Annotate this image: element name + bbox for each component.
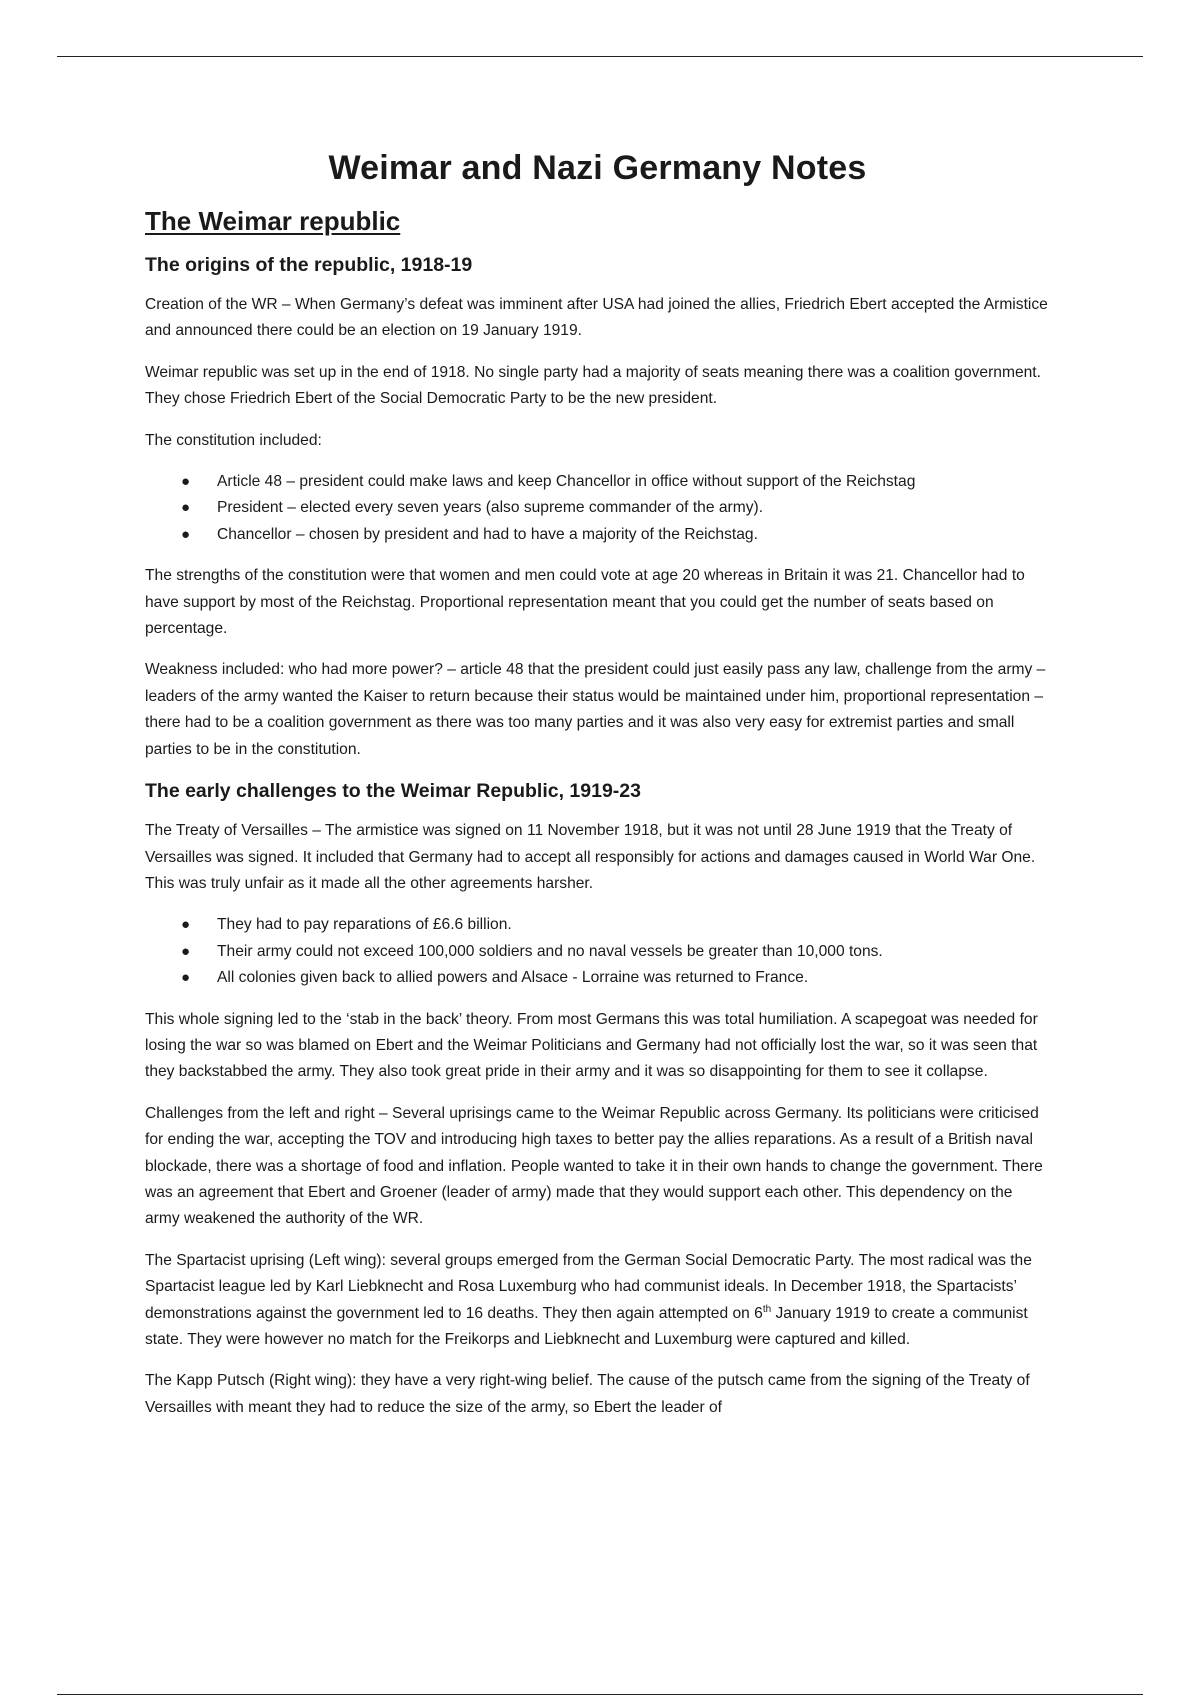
spartacist-text-part1: The Spartacist uprising (Left wing): several groups emerged from the German Social Democratic Party. The most radical was the Spartacist league led by Karl Liebknecht and Rosa Luxemburg who had communist ideals. In December 1918, the Spartacists’ demonstrations against the government led to 16 deaths. They then again attempted on 6 [145, 1251, 1032, 1322]
list-item-text: They had to pay reparations of £6.6 billion. [217, 916, 512, 934]
header-rule [57, 56, 1143, 57]
treaty-terms-list [145, 912, 1050, 991]
paragraph-left-and-right: Challenges from the left and right – Several uprisings came to the Weimar Republic across Germany. Its politicians were criticised for ending the war, accepting the TOV and introducing high taxes to better pay the allies reparations. As a result of a British naval blockade, there was a shortage of food and inflation. People wanted to take it in their own hands to change the government. There was an agreement that Ebert and Groener (leader of army) made that they would support each other. This dependency on the army weakened the authority of the WR. [145, 1104, 1043, 1228]
document-body [145, 146, 1050, 1436]
list-item-text: Article 48 – president could make laws and keep Chancellor in office without support of the Reichstag [217, 473, 916, 491]
list-item [145, 522, 1050, 548]
paragraph-constitution-intro: The constitution included: [145, 431, 322, 449]
heading-origins: The origins of the republic, 1918-19 [145, 254, 473, 276]
paragraph-weaknesses: Weakness included: who had more power? – article 48 that the president could just easily pass any law, challenge from the army – leaders of the army wanted the Kaiser to return because their status would be maintained under him, proportional representation – there had to be a coalition government as there was too many parties and it was also very easy for extremist parties and small parties to be in the constitution. [145, 661, 1046, 758]
list-item-text: Chancellor – chosen by president and had to have a majority of the Reichstag. [217, 525, 758, 543]
bullet-icon: ● [181, 942, 191, 960]
document-title: Weimar and Nazi Germany Notes [328, 149, 867, 187]
list-item [145, 495, 1050, 521]
bullet-icon: ● [181, 969, 191, 987]
paragraph-spartacist-uprising [145, 1248, 1050, 1354]
paragraph-creation: Creation of the WR – When Germany’s defeat was imminent after USA had joined the allies, Friedrich Ebert accepted the Armistice and announced there could be an election on 19 January 1919. [145, 296, 1048, 340]
constitution-list [145, 469, 1050, 548]
list-item [145, 965, 1050, 991]
section-title-weimar-republic: The Weimar republic [145, 206, 401, 236]
bullet-icon: ● [181, 916, 191, 934]
footer-rule [57, 1694, 1143, 1695]
paragraph-stab-in-the-back: This whole signing led to the ‘stab in the back’ theory. From most Germans this was total humiliation. A scapegoat was needed for losing the war so was blamed on Ebert and the Weimar Politicians and Germany had not officially lost the war, so it was seen that they backstabbed the army. They also took great pride in their army and it was so disappointing for them to see it collapse. [145, 1010, 1038, 1081]
list-item [145, 912, 1050, 938]
paragraph-strengths: The strengths of the constitution were that women and men could vote at age 20 whereas in Britain it was 21. Chancellor had to have support by most of the Reichstag. Proportional representation meant that you could get the number of seats based on percentage. [145, 567, 1025, 638]
bullet-icon: ● [181, 473, 191, 491]
list-item-text: All colonies given back to allied powers and Alsace - Lorraine was returned to France. [217, 969, 809, 987]
ordinal-suffix: th [762, 1303, 772, 1315]
list-item-text: Their army could not exceed 100,000 soldiers and no naval vessels be greater than 10,000 tons. [217, 942, 883, 960]
heading-early-challenges: The early challenges to the Weimar Republic, 1919-23 [145, 780, 641, 803]
paragraph-kapp-putsch: The Kapp Putsch (Right wing): they have a very right-wing belief. The cause of the putsch came from the signing of the Treaty of Versailles with meant they had to reduce the size of the army, so Ebert the leader of [145, 1372, 1030, 1416]
paragraph-treaty-of-versailles: The Treaty of Versailles – The armistice was signed on 11 November 1918, but it was not until 28 June 1919 that the Treaty of Versailles was signed. It included that Germany had to accept all responsibly for actions and damages caused in World War One. This was truly unfair as it made all the other agreements harsher. [145, 822, 1036, 892]
spartacist-text-part2: January 1919 to create a communist state. They were however no match for the Freikorps and Liebknecht and Luxemburg were captured and killed. [145, 1304, 1028, 1348]
paragraph-setup: Weimar republic was set up in the end of 1918. No single party had a majority of seats meaning there was a coalition government. They chose Friedrich Ebert of the Social Democratic Party to be the new president. [145, 363, 1041, 408]
bullet-icon: ● [181, 525, 191, 543]
bullet-icon: ● [181, 499, 191, 517]
list-item [145, 939, 1050, 965]
list-item [145, 469, 1050, 495]
list-item-text: President – elected every seven years (also supreme commander of the army). [217, 499, 764, 517]
